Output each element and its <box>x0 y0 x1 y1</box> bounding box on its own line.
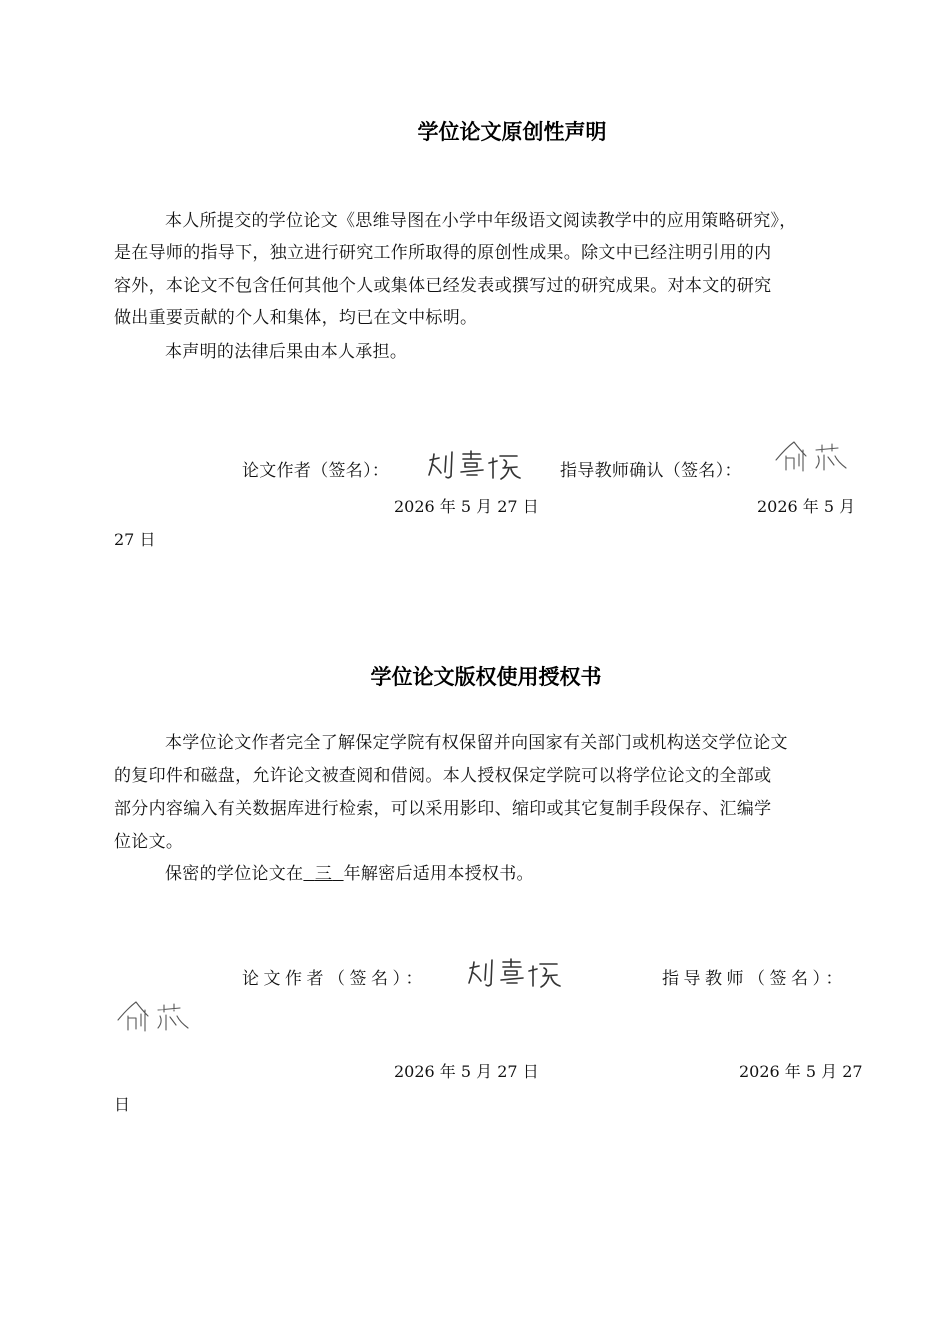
advisor-signature-1 <box>772 438 852 478</box>
author-signature-1 <box>425 448 525 482</box>
secrecy-suffix: 年解密后适用本授权书。 <box>343 864 534 884</box>
declaration-line-3: 容外，本论文不包含任何其他个人或集体已经发表或撰写过的研究成果。对本文的研究 <box>114 276 772 296</box>
authorization-title: 学位论文版权使用授权书 <box>370 665 602 689</box>
declaration-title: 学位论文原创性声明 <box>417 120 607 144</box>
authorization-line-2: 的复印件和磁盘，允许论文被查阅和借阅。本人授权保定学院可以将学位论文的全部或 <box>114 766 772 786</box>
author-signature-2 <box>465 956 565 990</box>
declaration-line-4: 做出重要贡献的个人和集体，均已在文中标明。 <box>114 308 478 328</box>
authorization-advisor-date: 2026 年 5 月 27 <box>739 1062 863 1081</box>
declaration-line-2: 是在导师的指导下，独立进行研究工作所取得的原创性成果。除文中已经注明引用的内 <box>114 243 772 263</box>
declaration-advisor-date-wrap: 27 日 <box>114 530 156 549</box>
secrecy-years: 三 <box>314 864 333 884</box>
authorization-secrecy <box>165 858 534 890</box>
declaration-line-1: 本人所提交的学位论文《思维导图在小学中年级语文阅读教学中的应用策略研究》， <box>165 211 797 231</box>
declaration-advisor-date: 2026 年 5 月 <box>757 497 856 516</box>
authorization-advisor-label: 指导教师（签名）： <box>662 969 847 989</box>
declaration-advisor-label: 指导教师确认（签名）： <box>560 461 742 481</box>
declaration-author-label: 论文作者（签名）： <box>242 461 390 481</box>
authorization-author-label: 论文作者（签名）： <box>242 969 427 989</box>
advisor-signature-2 <box>114 998 194 1038</box>
authorization-author-date: 2026 年 5 月 27 日 <box>394 1062 539 1081</box>
authorization-advisor-date-wrap: 日 <box>114 1095 131 1114</box>
authorization-line-1: 本学位论文作者完全了解保定学院有权保留并向国家有关部门或机构送交学位论文 <box>165 733 788 753</box>
declaration-author-date: 2026 年 5 月 27 日 <box>394 497 539 516</box>
declaration-liability: 本声明的法律后果由本人承担。 <box>165 342 408 362</box>
secrecy-prefix: 保密的学位论文在 <box>165 864 304 884</box>
authorization-line-3: 部分内容编入有关数据库进行检索，可以采用影印、缩印或其它复制手段保存、汇编学 <box>114 799 772 819</box>
authorization-line-4: 位论文。 <box>114 832 184 852</box>
